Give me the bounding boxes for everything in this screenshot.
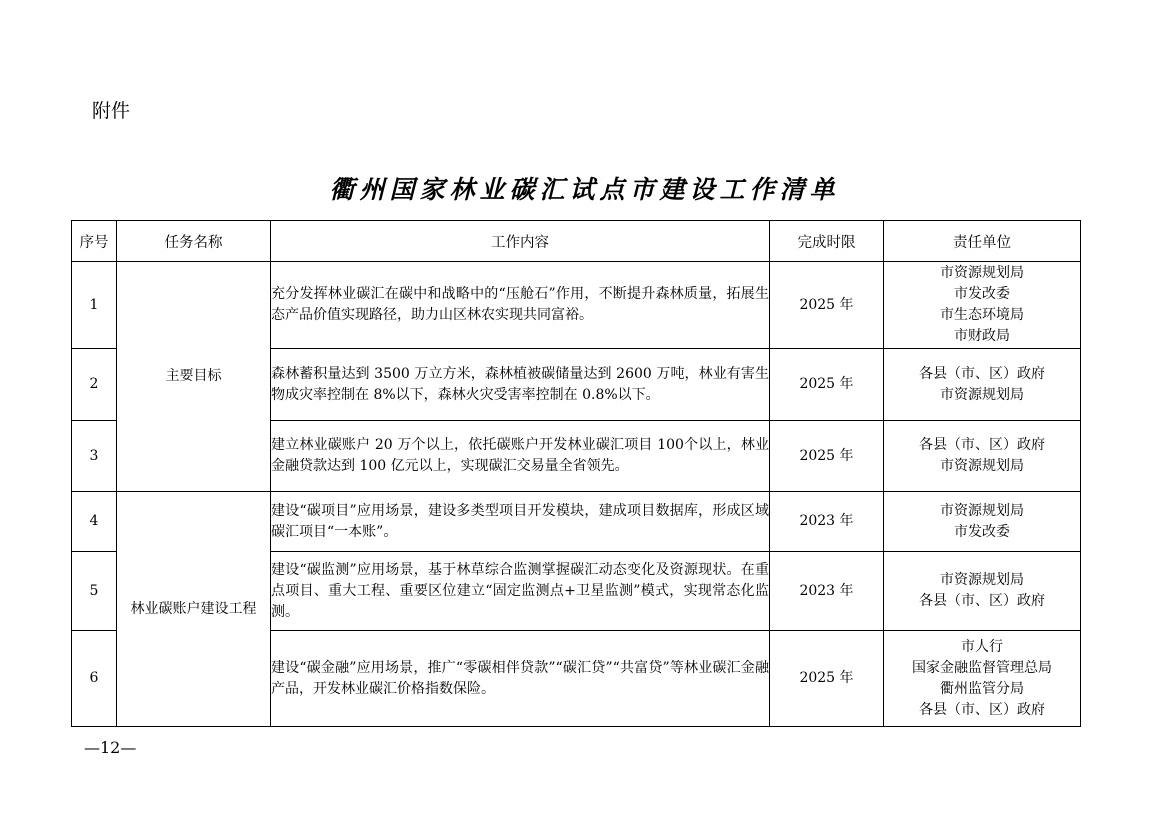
page-number: —12— [84, 738, 137, 757]
unit-item: 市发改委 [954, 286, 1010, 302]
row-deadline: 2025 年 [770, 421, 884, 492]
attachment-label: 附件 [92, 100, 131, 122]
row-units [884, 631, 1081, 727]
table-row [72, 262, 1081, 349]
unit-item: 市发改委 [954, 523, 1010, 540]
row-deadline: 2025 年 [770, 349, 884, 421]
row-deadline: 2023 年 [770, 552, 884, 631]
unit-item: 市资源规划局 [940, 572, 1024, 588]
unit-item: 衢州监管分局 [940, 680, 1024, 697]
unit-item: 市资源规划局 [940, 502, 1024, 519]
row-seq: 4 [72, 492, 117, 552]
unit-item: 市人行 [961, 638, 1003, 655]
row-content: 建立林业碳账户 20 万个以上，依托碳账户开发林业碳汇项目 100个以上，林业金融贷款达到 100 亿元以上，实现碳汇交易量全省领先。 [271, 421, 770, 492]
row-seq: 3 [72, 421, 117, 492]
unit-item: 各县（市、区）政府 [919, 437, 1045, 453]
row-deadline: 2025 年 [770, 262, 884, 349]
unit-item: 国家金融监督管理总局 [912, 659, 1052, 676]
task-group-main-goals: 主要目标 [117, 262, 271, 492]
header-task: 任务名称 [117, 221, 271, 262]
row-content: 建设“碳项目”应用场景，建设多类型项目开发模块，建成项目数据库，形成区域碳汇项目“一本账”。 [271, 492, 770, 552]
task-group-carbon-account: 林业碳账户建设工程 [117, 492, 271, 727]
unit-item: 市资源规划局 [940, 265, 1024, 281]
row-seq: 2 [72, 349, 117, 421]
row-units [884, 552, 1081, 631]
unit-item: 市财政局 [954, 328, 1010, 344]
row-units [884, 421, 1081, 492]
row-content: 充分发挥林业碳汇在碳中和战略中的“压舱石”作用，不断提升森林质量，拓展生态产品价值实现路径，助力山区林农实现共同富裕。 [271, 262, 770, 349]
row-deadline: 2023 年 [770, 492, 884, 552]
document-title: 衢州国家林业碳汇试点市建设工作清单 [329, 175, 840, 204]
work-list-table [71, 220, 1081, 727]
unit-item: 各县（市、区）政府 [919, 701, 1045, 718]
unit-item: 市资源规划局 [940, 458, 1024, 474]
unit-item: 各县（市、区）政府 [919, 593, 1045, 609]
row-units [884, 492, 1081, 552]
table-header-row [72, 221, 1081, 262]
row-seq: 1 [72, 262, 117, 349]
header-content: 工作内容 [271, 221, 770, 262]
unit-item: 各县（市、区）政府 [919, 365, 1045, 382]
header-seq: 序号 [72, 221, 117, 262]
row-units [884, 349, 1081, 421]
header-deadline: 完成时限 [770, 221, 884, 262]
row-deadline: 2025 年 [770, 631, 884, 727]
row-seq: 5 [72, 552, 117, 631]
row-units [884, 262, 1081, 349]
row-content: 森林蓄积量达到 3500 万立方米，森林植被碳储量达到 2600 万吨，林业有害生物成灾率控制在 8%以下，森林火灾受害率控制在 0.8%以下。 [271, 349, 770, 421]
table-row [72, 492, 1081, 552]
unit-item: 市生态环境局 [940, 307, 1024, 323]
header-unit: 责任单位 [884, 221, 1081, 262]
row-content: 建设“碳金融”应用场景，推广“零碳相伴贷款”“碳汇贷”“共富贷”等林业碳汇金融产品，开发林业碳汇价格指数保险。 [271, 631, 770, 727]
row-content: 建设“碳监测”应用场景，基于林草综合监测掌握碳汇动态变化及资源现状。在重点项目、重大工程、重要区位建立“固定监测点+卫星监测”模式，实现常态化监测。 [271, 552, 770, 631]
row-seq: 6 [72, 631, 117, 727]
unit-item: 市资源规划局 [940, 386, 1024, 403]
